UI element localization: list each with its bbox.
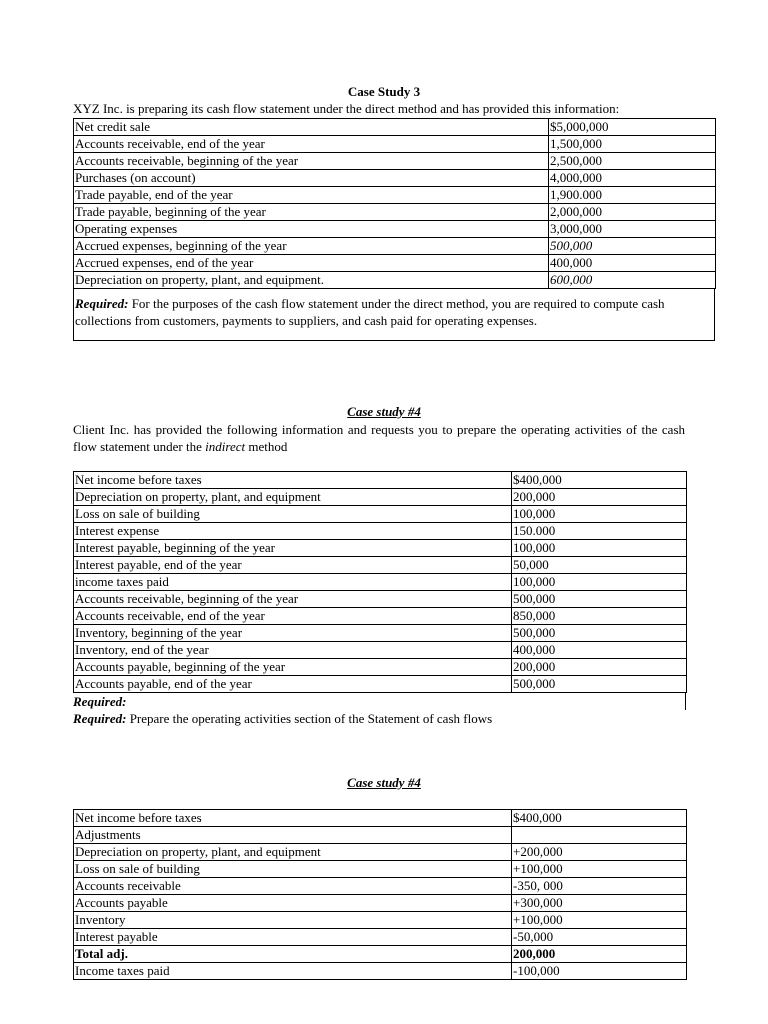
row-label: Loss on sale of building: [74, 506, 512, 523]
table-row: [74, 676, 687, 693]
row-value: 2,000,000: [549, 204, 716, 221]
table-row: [74, 136, 716, 153]
row-value: +300,000: [512, 895, 687, 912]
row-value: 2,500,000: [549, 153, 716, 170]
table-row: [74, 204, 716, 221]
row-label: Accounts payable: [74, 895, 512, 912]
row-label: Accounts receivable, beginning of the year: [74, 153, 549, 170]
case3-table: [73, 118, 716, 289]
table-row: [74, 255, 716, 272]
row-value: +100,000: [512, 912, 687, 929]
row-value: 50,000: [512, 557, 687, 574]
table-row: [74, 591, 687, 608]
table-row: [74, 929, 687, 946]
row-label: Total adj.: [74, 946, 512, 963]
row-label: Inventory, beginning of the year: [74, 625, 512, 642]
row-label: Purchases (on account): [74, 170, 549, 187]
table-row: [74, 540, 687, 557]
row-label: Accounts receivable, end of the year: [74, 608, 512, 625]
row-label: Depreciation on property, plant, and equipment.: [74, 272, 549, 289]
case3-required-text: For the purposes of the cash flow statement under the direct method, you are required to compute cash collections from customers, payments to suppliers, and cash paid for operating expenses.: [75, 296, 665, 328]
row-value: 1,900.000: [549, 187, 716, 204]
row-value: +200,000: [512, 844, 687, 861]
case4a-title: Case study #4: [347, 404, 421, 419]
row-label: Trade payable, beginning of the year: [74, 204, 549, 221]
row-label: Accounts payable, end of the year: [74, 676, 512, 693]
row-value: 4,000,000: [549, 170, 716, 187]
row-label: Adjustments: [74, 827, 512, 844]
row-label: Depreciation on property, plant, and equipment: [74, 844, 512, 861]
case4a-intro: [73, 421, 685, 455]
row-label: Net income before taxes: [74, 472, 512, 489]
table-row: [74, 238, 716, 255]
table-row: [74, 153, 716, 170]
table-row: [74, 642, 687, 659]
row-label: Depreciation on property, plant, and equipment: [74, 489, 512, 506]
table-row: [74, 187, 716, 204]
table-row: [74, 625, 687, 642]
row-value: -100,000: [512, 963, 687, 980]
row-value: 500,000: [512, 676, 687, 693]
case4a-intro-end: method: [245, 439, 288, 454]
case4a-intro-start: Client Inc. has provided the following information and requests you to prepare the operating activities of the cash flow statement under the: [73, 422, 685, 454]
row-label: income taxes paid: [74, 574, 512, 591]
table-row: [74, 523, 687, 540]
row-value: 200,000: [512, 489, 687, 506]
table-row: [74, 963, 687, 980]
case3-intro: XYZ Inc. is preparing its cash flow statement under the direct method and has provided this information:: [73, 101, 620, 116]
case4a-required: [73, 710, 687, 727]
row-value: $400,000: [512, 810, 687, 827]
row-label: Inventory: [74, 912, 512, 929]
row-value: 200,000: [512, 659, 687, 676]
table-row: [74, 878, 687, 895]
row-value: -50,000: [512, 929, 687, 946]
row-label: Interest payable: [74, 929, 512, 946]
table-row: [74, 844, 687, 861]
row-value: $5,000,000: [549, 119, 716, 136]
table-row: [74, 659, 687, 676]
case4b-section: [73, 809, 687, 980]
row-value: -350, 000: [512, 878, 687, 895]
row-value: 400,000: [512, 642, 687, 659]
row-value: 850,000: [512, 608, 687, 625]
row-label: Accounts receivable: [74, 878, 512, 895]
row-value: 400,000: [549, 255, 716, 272]
row-label: Net income before taxes: [74, 810, 512, 827]
row-label: Accrued expenses, end of the year: [74, 255, 549, 272]
row-value: 100,000: [512, 506, 687, 523]
table-row: [74, 810, 687, 827]
row-label: Interest payable, end of the year: [74, 557, 512, 574]
row-value: $400,000: [512, 472, 687, 489]
case4a-required-row: [73, 693, 687, 710]
table-row: [74, 861, 687, 878]
row-value: 1,500,000: [549, 136, 716, 153]
table-row: [74, 170, 716, 187]
case3-title: Case Study 3: [347, 84, 421, 99]
table-row: [74, 895, 687, 912]
row-label: Income taxes paid: [74, 963, 512, 980]
row-value: 150.000: [512, 523, 687, 540]
table-row: [74, 557, 687, 574]
case4a-section: [73, 471, 687, 727]
row-label: Interest payable, beginning of the year: [74, 540, 512, 557]
case4a-required-row-label: Required:: [73, 694, 127, 709]
row-label: Interest expense: [74, 523, 512, 540]
row-value: 500,000: [512, 591, 687, 608]
table-row: [74, 608, 687, 625]
row-value: 100,000: [512, 574, 687, 591]
case4b-table: [73, 809, 687, 980]
row-value: 500,000: [549, 238, 716, 255]
case4b-title: Case study #4: [347, 775, 421, 790]
case3-required-label: Required:: [75, 296, 129, 311]
row-label: Accrued expenses, beginning of the year: [74, 238, 549, 255]
table-row: [74, 912, 687, 929]
row-value: +100,000: [512, 861, 687, 878]
row-value: 200,000: [512, 946, 687, 963]
table-row: [74, 489, 687, 506]
row-value: 3,000,000: [549, 221, 716, 238]
case3-section: [73, 118, 716, 341]
row-label: Net credit sale: [74, 119, 549, 136]
row-label: Inventory, end of the year: [74, 642, 512, 659]
case4a-table: [73, 471, 687, 693]
cell-divider: [685, 693, 686, 710]
row-label: Operating expenses: [74, 221, 549, 238]
row-label: Accounts receivable, end of the year: [74, 136, 549, 153]
case4a-intro-italic: indirect: [205, 439, 246, 454]
table-row: [74, 472, 687, 489]
row-label: Accounts payable, beginning of the year: [74, 659, 512, 676]
row-value: 500,000: [512, 625, 687, 642]
table-row: [74, 119, 716, 136]
table-row: [74, 574, 687, 591]
row-label: Accounts receivable, beginning of the year: [74, 591, 512, 608]
row-label: Trade payable, end of the year: [74, 187, 549, 204]
table-row: [74, 827, 687, 844]
table-row: [74, 506, 687, 523]
table-row: [74, 272, 716, 289]
table-row: [74, 221, 716, 238]
case4a-required-label: Required:: [73, 711, 127, 726]
row-value: [512, 827, 687, 844]
case3-required-box: [73, 289, 715, 341]
row-value: 100,000: [512, 540, 687, 557]
row-value: 600,000: [549, 272, 716, 289]
case4a-required-text: Prepare the operating activities section of the Statement of cash flows: [126, 711, 493, 726]
row-label: Loss on sale of building: [74, 861, 512, 878]
table-row: [74, 946, 687, 963]
